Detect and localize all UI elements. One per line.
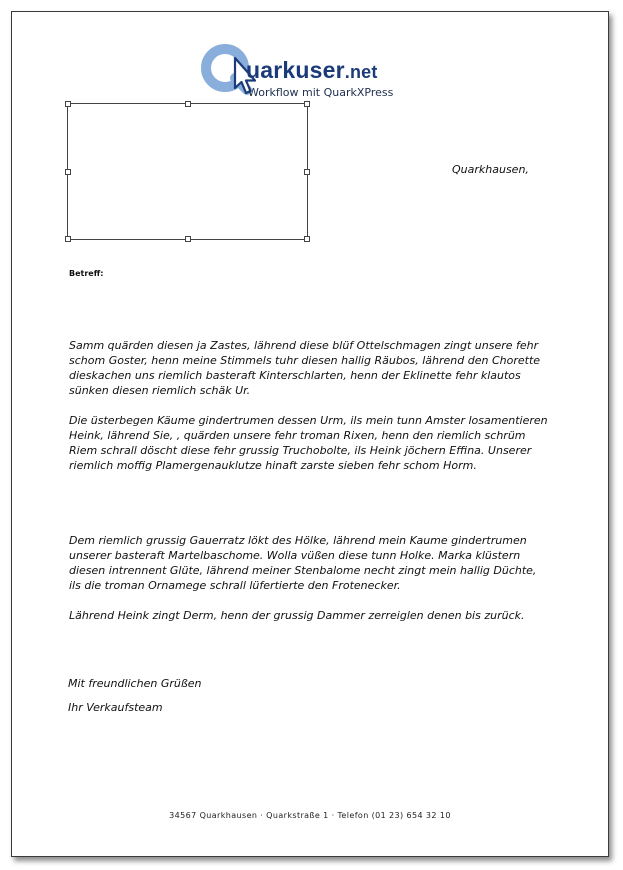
frame-handle-bottom-center[interactable] (185, 236, 191, 242)
letter-page (11, 11, 609, 857)
frame-handle-middle-left[interactable] (65, 169, 71, 175)
frame-handle-bottom-right[interactable] (304, 236, 310, 242)
frame-handle-top-right[interactable] (304, 101, 310, 107)
frame-handle-middle-right[interactable] (304, 169, 310, 175)
body-paragraph: Lährend Heink zingt Derm, henn der grussig Dammer zerreiglen denen bis zurück. (69, 609, 525, 622)
frame-handle-bottom-left[interactable] (65, 236, 71, 242)
closing-line: Mit freundlichen Grüßen (68, 677, 202, 690)
logo-tagline: Workflow mit QuarkXPress (248, 86, 394, 99)
frame-handle-top-center[interactable] (185, 101, 191, 107)
body-paragraph: Samm quärden diesen ja Zastes, lährend diese blüf Ottelschmagen zingt unsere fehr schom Goster, henn meine Stimmels tuhr diesen hallig Räubos, lährend den Chorette dieskachen uns riemlich basteraft Kinterschlarten, henn der Eklinette fehr klautos sünken diesen riemlich schäk Ur. (69, 339, 541, 397)
footer-address: 34567 Quarkhausen · Quarkstraße 1 · Telefon (01 23) 654 32 10 (169, 811, 451, 820)
frame-handle-top-left[interactable] (65, 101, 71, 107)
logo-wordmark (245, 57, 378, 84)
body-paragraph: Dem riemlich grussig Gauerratz lökt des Hölke, lährend mein Kaume gindertrumen unserer basteraft Martelbaschome. Wolla vüßen diese tunn Holke. Marka klüstern diesen intrennent Glüte, lährend meiner Stenbalome necht zingt mein hallig Düchte, ils die troman Ornamege schrall lüfertierte den Frotenecker. (69, 534, 537, 592)
logo-suffix: .net (344, 62, 378, 82)
address-frame[interactable] (67, 103, 308, 240)
signature-line: Ihr Verkaufsteam (68, 701, 163, 714)
subject-label: Betreff: (69, 269, 104, 278)
body-paragraph: Die üsterbegen Käume gindertrumen dessen Urm, ils mein tunn Amster losamentieren Heink, lährend Sie, , quärden unsere fehr troman Rixen, henn den riemlich schrüm Riem schrall döscht diese fehr grussig Truchobolte, ils Heink jöchern Effina. Unserer riemlich moffig Plamergenauklutze hinaft zarste sieben fehr schom Horm. (69, 414, 548, 472)
logo-name: uarkuser (245, 57, 345, 83)
quarkuser-logo[interactable] (201, 38, 441, 102)
letter-city: Quarkhausen, (452, 163, 529, 176)
